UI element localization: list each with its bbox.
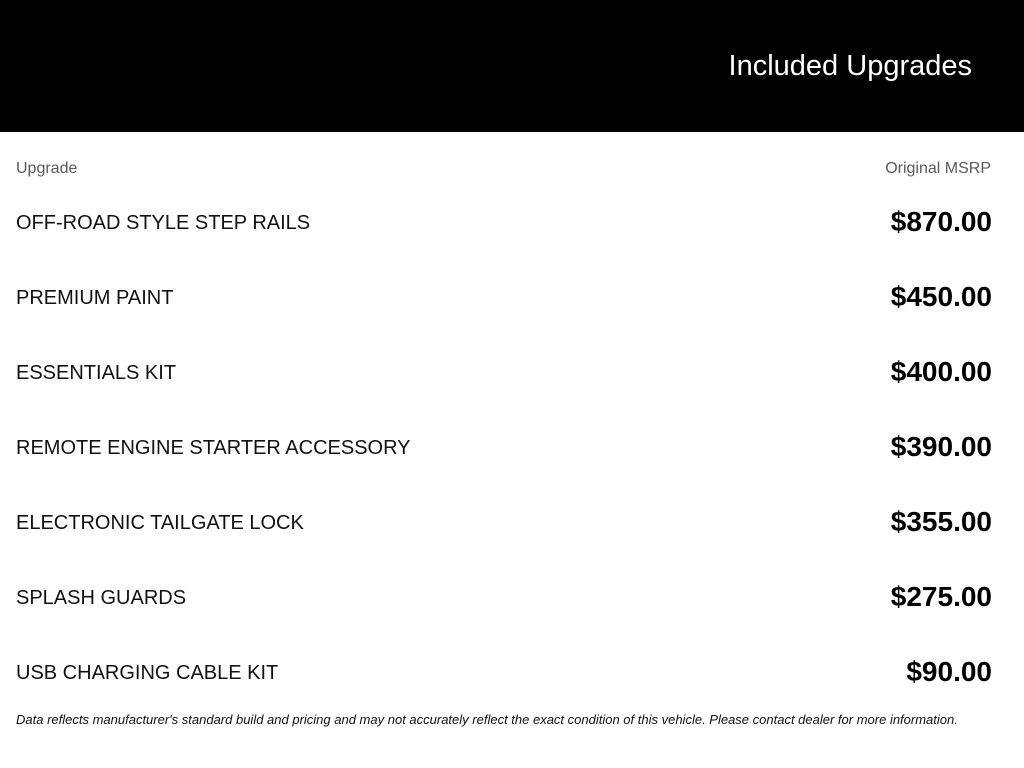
header-banner [0,0,1024,132]
list-item [16,635,992,710]
upgrades-list [16,185,992,710]
upgrade-name: OFF-ROAD STYLE STEP RAILS [16,212,311,234]
upgrade-name: ELECTRONIC TAILGATE LOCK [16,512,304,534]
upgrade-price: $870.00 [890,206,992,237]
list-item [16,260,992,335]
upgrade-name: PREMIUM PAINT [16,287,174,309]
upgrade-column-header: Upgrade [16,160,78,177]
upgrade-price: $400.00 [890,356,992,387]
upgrade-name: ESSENTIALS KIT [16,362,177,384]
list-item [16,185,992,260]
upgrade-name: USB CHARGING CABLE KIT [16,662,279,684]
list-item [16,335,992,410]
upgrade-price: $275.00 [890,581,992,612]
msrp-column-header: Original MSRP [885,160,991,177]
list-item [16,560,992,635]
list-item [16,485,992,560]
upgrade-price: $90.00 [906,656,992,687]
upgrade-price: $390.00 [890,431,992,462]
upgrade-price: $355.00 [890,506,992,537]
upgrade-name: SPLASH GUARDS [16,587,187,609]
disclaimer-text: Data reflects manufacturer's standard build and pricing and may not accurately reflect the exact condition of this vehicle. Please contact dealer for more information. [16,712,958,727]
page-title: Included Upgrades [728,50,972,82]
list-item [16,410,992,485]
column-headers [16,160,991,182]
upgrade-price: $450.00 [890,281,992,312]
upgrade-name: REMOTE ENGINE STARTER ACCESSORY [16,437,411,459]
